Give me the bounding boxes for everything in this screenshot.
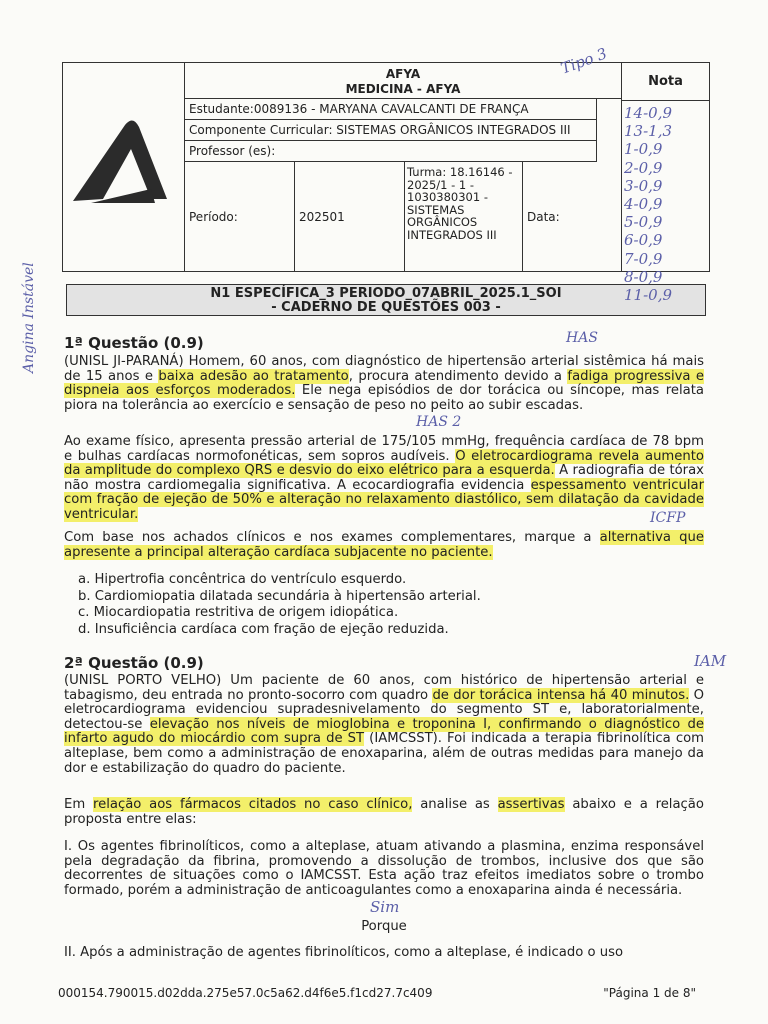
period-label: Período: [185,162,295,271]
date-label: Data: [527,209,560,224]
q1-p1-highlight-1: baixa adesão ao tratamento [158,368,349,384]
q2-paragraph-1 [64,674,704,776]
handwritten-score: 11-0,9 [624,286,673,305]
institution-cell [185,63,621,99]
handwritten-score: 7-0,9 [624,249,663,268]
handwritten-tipo: Tipo 3 [558,44,610,78]
q2-p1-text: (UNISL PORTO VELHO) Um paciente de 60 anos, com histórico de hipertensão arterial e tabagismo, deu entrada no pronto-socorro com quadro [64,673,704,703]
q1-option-a[interactable]: a. Hipertrofia concêntrica do ventrículo esquerdo. [78,572,407,587]
handwritten-icfp: ICFP [650,510,686,526]
handwritten-iam: IAM [694,652,727,670]
q2-paragraph-4: II. Após a administração de agentes fibrinolíticos, como a alteplase, é indicado o uso [64,945,624,960]
q1-p1-text-3: Ele nega episódios de dor torácica ou síncope, mas relata piora na tolerância ao exercício e sensação de peso no peito ao subir escadas. [64,383,705,413]
q1-paragraph-3 [64,531,704,560]
handwritten-score: 1-0,9 [624,140,663,159]
q2-title: 2ª Questão (0.9) [64,654,204,672]
handwritten-has-2: HAS 2 [416,414,462,430]
q1-paragraph-1 [64,355,704,413]
q2-p1-highlight-2: elevação nos níveis de mioglobina e troponina I, confirmando o diagnóstico de infarto agudo do miocárdio com supra de ST [64,716,704,747]
q2-paragraph-2 [64,798,704,827]
afya-logo [63,63,185,271]
footer-code: 000154.790015.d02dda.275e57.0c5a62.d4f6e5.f1cd27.7c409 [58,986,433,1000]
student-row: Estudante:0089136 - MARYANA CAVALCANTI DE FRANÇA [185,99,597,120]
exam-title-line1: N1 ESPECÍFICA_3 PERIODO_07ABRIL_2025.1_SOI [210,286,562,301]
handwritten-sim: Sim [370,898,400,916]
q1-p1-text: (UNISL JI-PARANÁ) Homem, 60 anos, com diagnóstico de hipertensão arterial sistêmica há mais de 15 anos e [64,354,704,384]
q1-options [78,572,481,638]
q2-p1-highlight-1: de dor torácica intensa há 40 minutos. [432,687,690,703]
q1-option-c[interactable]: c. Miocardiopatia restritiva de origem idiopática. [78,605,399,620]
q1-p3-text: Com base nos achados clínicos e nos exames complementares, marque a [64,530,600,545]
q2-paragraph-3: I. Os agentes fibrinolíticos, como a alteplase, atuam ativando a plasmina, enzima responsável pela degradação da fibrina, promovendo a dissolução de trombos, inclusive dos que são decorrentes de situações como o IAMCSST. Esta ação traz efeitos imediatos sobre o trombo formado, porém a administração de anticoagulantes como a enoxaparina ainda é necessária. [64,839,704,898]
institution-name: AFYA [385,67,421,81]
q2-p2-text-3: abaixo e a relação proposta entre elas: [64,797,704,827]
handwritten-score: 4-0,9 [624,195,663,214]
q2-p2-text: Em [64,797,93,812]
q1-p2-highlight-2: espessamento ventricular com fração de ejeção de 50% e alteração no relaxamento diastólico, sem dilatação da cavidade ventricular. [64,477,704,522]
professor-row: Professor (es): [185,141,597,162]
handwritten-has: HAS [566,330,598,346]
handwritten-score: 8-0,9 [624,267,663,286]
q1-p2-text: Ao exame físico, apresenta pressão arterial de 175/105 mmHg, frequência cardíaca de 78 bpm e bulhas cardíacas normofonéticas, sem sopros audíveis. [64,434,704,464]
q1-paragraph-2 [64,435,704,523]
turma-cell: Turma: 18.16146 - 2025/1 - 1 - 1030380301 - SISTEMAS ORGÂNICOS INTEGRADOS III [405,162,523,271]
q1-option-b[interactable]: b. Cardiomiopatia dilatada secundária à hipertensão arterial. [78,588,481,604]
q2-p1-text-3: (IAMCSST). Foi indicada a terapia fibrinolítica com alteplase, bem como a administração de enoxaparina, além de outras medidas para manejo da dor e estabilização do quadro do paciente. [64,731,704,776]
header-table [62,62,710,272]
handwritten-score: 5-0,9 [624,213,663,232]
period-row [185,162,621,271]
q1-title: 1ª Questão (0.9) [64,334,204,352]
q1-p3-highlight: alternativa que apresente a principal alteração cardíaca subjacente no paciente. [64,530,704,560]
q2-porque: Porque [361,919,407,934]
handwritten-score: 3-0,9 [624,176,663,195]
handwritten-score: 2-0,9 [624,158,663,177]
nota-header: Nota [621,63,709,101]
q1-p2-highlight-1: O eletrocardiograma revela aumento da amplitude do complexo QRS e desvio do eixo elétrico para a esquerda. [64,448,704,479]
exam-title [66,284,706,316]
handwritten-score: 14-0,9 [624,104,673,122]
q2-p2-highlight-1: relação aos fármacos citados no caso clínico, [92,797,413,812]
handwritten-score: 6-0,9 [624,231,663,250]
footer-page-number: "Página 1 de 8" [603,986,696,1000]
q1-p1-text-2: , procura atendimento devido a [348,368,568,384]
q2-p1-text-2: O eletrocardiograma evidenciou supradesnivelamento do segmento ST e, laboratorialmente, detectou-se [64,687,704,732]
component-row: Componente Curricular: SISTEMAS ORGÂNICOS INTEGRADOS III [185,120,597,141]
q2-p2-text-2: analise as [412,797,498,812]
institution-course: MEDICINA - AFYA [345,82,461,96]
q2-p2-highlight-2: assertivas [497,797,565,812]
q1-p1-highlight-2: fadiga progressiva e dispneia aos esforços moderados. [64,368,705,399]
handwritten-score: 13-1,3 [624,122,673,141]
handwritten-side-note: Angina Instável [21,262,37,373]
q1-option-d[interactable]: d. Insuficiência cardíaca com fração de ejeção reduzida. [78,621,449,637]
exam-title-line2: - CADERNO DE QUESTÕES 003 - [271,300,501,315]
q1-p2-text-2: A radiografia de tórax não mostra cardiomegalia significativa. A ecocardiografia evidencia [64,463,704,493]
period-value: 202501 [295,162,405,271]
handwritten-scores [624,104,672,304]
